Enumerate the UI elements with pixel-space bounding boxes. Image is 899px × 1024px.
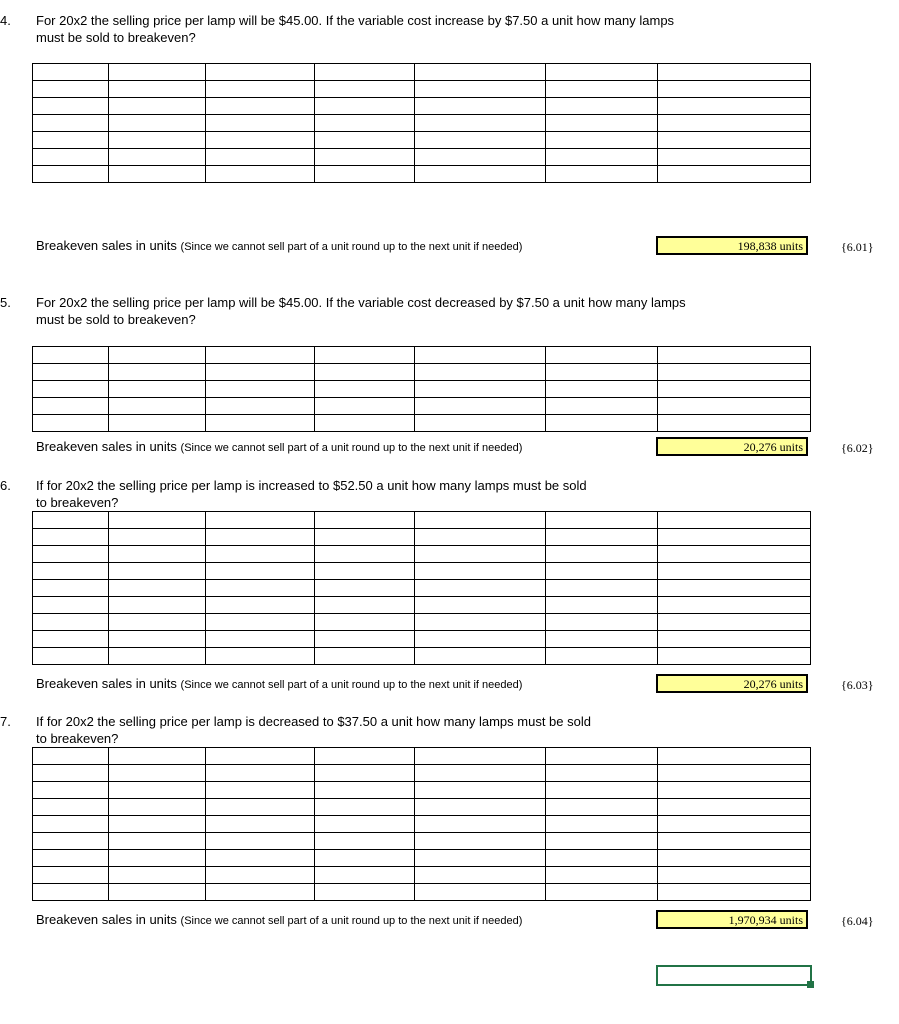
grid-cell[interactable] (109, 614, 206, 631)
breakeven-label-main: Breakeven sales in units (36, 912, 177, 927)
grid-cell[interactable] (33, 563, 109, 580)
grid-cell[interactable] (33, 765, 109, 782)
grid-cell[interactable] (658, 149, 811, 166)
question-number: 4. (0, 13, 11, 28)
grid-cell[interactable] (33, 512, 109, 529)
grid-cell[interactable] (206, 782, 315, 799)
grid-cell[interactable] (546, 580, 658, 597)
grid-cell[interactable] (206, 64, 315, 81)
grid-cell[interactable] (206, 799, 315, 816)
grid-row (33, 381, 811, 398)
grid-cell[interactable] (415, 347, 546, 364)
grid-row (33, 799, 811, 816)
grid-cell[interactable] (33, 381, 109, 398)
grid-cell[interactable] (315, 98, 415, 115)
grid-cell[interactable] (546, 563, 658, 580)
grid-cell[interactable] (109, 364, 206, 381)
grid-cell[interactable] (415, 98, 546, 115)
question-text-line: For 20x2 the selling price per lamp will be $45.00. If the variable cost increase by $7.50 a unit how many lamps (36, 13, 675, 28)
grid-cell[interactable] (315, 782, 415, 799)
grid-cell[interactable] (33, 529, 109, 546)
breakeven-label-main: Breakeven sales in units (36, 439, 177, 454)
grid-cell[interactable] (658, 364, 811, 381)
grid-cell[interactable] (546, 381, 658, 398)
grid-cell[interactable] (315, 765, 415, 782)
grid-row (33, 563, 811, 580)
question-text-line: If for 20x2 the selling price per lamp is decreased to $37.50 a unit how many lamps must be sold (36, 714, 591, 729)
grid-cell[interactable] (415, 597, 546, 614)
grid-cell[interactable] (658, 884, 811, 901)
question-text (36, 294, 686, 328)
grid-row (33, 748, 811, 765)
grid-cell[interactable] (415, 166, 546, 183)
grid-row (33, 782, 811, 799)
grid-row (33, 867, 811, 884)
grid-cell[interactable] (315, 648, 415, 665)
grid-cell[interactable] (415, 850, 546, 867)
grid-cell[interactable] (415, 563, 546, 580)
grid-cell[interactable] (415, 81, 546, 98)
grid-cell[interactable] (206, 364, 315, 381)
breakeven-label-main: Breakeven sales in units (36, 676, 177, 691)
reference-code: {6.02} (841, 441, 874, 455)
breakeven-label (36, 912, 522, 927)
grid-cell[interactable] (546, 347, 658, 364)
grid-cell[interactable] (315, 398, 415, 415)
grid-cell[interactable] (415, 748, 546, 765)
grid-cell[interactable] (315, 149, 415, 166)
grid-cell[interactable] (33, 816, 109, 833)
grid-cell[interactable] (415, 415, 546, 432)
grid-cell[interactable] (415, 115, 546, 132)
breakeven-label-note: (Since we cannot sell part of a unit round up to the next unit if needed) (180, 241, 523, 253)
grid-cell[interactable] (315, 884, 415, 901)
grid-cell[interactable] (109, 799, 206, 816)
grid-cell[interactable] (415, 884, 546, 901)
reference-code: {6.04} (841, 914, 874, 928)
grid-cell[interactable] (109, 115, 206, 132)
question-number: 6. (0, 478, 11, 493)
grid-cell[interactable] (415, 782, 546, 799)
grid-cell[interactable] (109, 765, 206, 782)
grid-cell[interactable] (658, 115, 811, 132)
grid-cell[interactable] (109, 381, 206, 398)
grid-row (33, 529, 811, 546)
grid-cell[interactable] (658, 614, 811, 631)
grid-cell[interactable] (206, 149, 315, 166)
question-number: 5. (0, 295, 11, 310)
grid-cell[interactable] (206, 580, 315, 597)
grid-cell[interactable] (415, 799, 546, 816)
grid-cell[interactable] (415, 867, 546, 884)
question-text-line: For 20x2 the selling price per lamp will be $45.00. If the variable cost decreased by $7.50 a unit how many lamps (36, 295, 686, 310)
grid-cell[interactable] (658, 166, 811, 183)
grid-cell[interactable] (546, 648, 658, 665)
grid-row (33, 512, 811, 529)
grid-cell[interactable] (33, 597, 109, 614)
breakeven-label (36, 676, 522, 691)
answer-cell[interactable]: 198,838 units (656, 236, 808, 255)
grid-cell[interactable] (658, 381, 811, 398)
breakeven-label (36, 238, 522, 253)
grid-cell[interactable] (315, 115, 415, 132)
grid-cell[interactable] (33, 884, 109, 901)
grid-cell[interactable] (315, 415, 415, 432)
grid-cell[interactable] (658, 648, 811, 665)
grid-cell[interactable] (109, 867, 206, 884)
grid-cell[interactable] (206, 98, 315, 115)
grid-cell[interactable] (315, 799, 415, 816)
reference-code: {6.03} (841, 678, 874, 692)
grid-cell[interactable] (33, 64, 109, 81)
selected-cell[interactable] (656, 965, 812, 986)
grid-cell[interactable] (206, 833, 315, 850)
grid-cell[interactable] (415, 546, 546, 563)
grid-row (33, 765, 811, 782)
grid-cell[interactable] (546, 529, 658, 546)
grid-cell[interactable] (109, 347, 206, 364)
grid-cell[interactable] (546, 748, 658, 765)
grid-cell[interactable] (658, 98, 811, 115)
grid-cell[interactable] (206, 347, 315, 364)
grid-cell[interactable] (658, 512, 811, 529)
grid-cell[interactable] (315, 833, 415, 850)
grid-cell[interactable] (415, 529, 546, 546)
grid-cell[interactable] (109, 597, 206, 614)
grid-cell[interactable] (315, 166, 415, 183)
grid-row (33, 132, 811, 149)
grid-row (33, 631, 811, 648)
grid-cell[interactable] (546, 115, 658, 132)
work-grid[interactable] (32, 511, 811, 665)
grid-cell[interactable] (33, 833, 109, 850)
grid-cell[interactable] (109, 149, 206, 166)
grid-cell[interactable] (415, 833, 546, 850)
grid-cell[interactable] (658, 799, 811, 816)
grid-cell[interactable] (315, 81, 415, 98)
grid-cell[interactable] (33, 580, 109, 597)
fill-handle[interactable] (807, 981, 814, 988)
grid-cell[interactable] (658, 64, 811, 81)
grid-cell[interactable] (206, 563, 315, 580)
grid-cell[interactable] (33, 850, 109, 867)
grid-cell[interactable] (109, 850, 206, 867)
grid-cell[interactable] (315, 631, 415, 648)
grid-cell[interactable] (315, 563, 415, 580)
grid-row (33, 115, 811, 132)
grid-cell[interactable] (206, 816, 315, 833)
grid-cell[interactable] (206, 765, 315, 782)
grid-cell[interactable] (206, 512, 315, 529)
grid-cell[interactable] (109, 81, 206, 98)
grid-cell[interactable] (546, 132, 658, 149)
grid-cell[interactable] (206, 115, 315, 132)
grid-row (33, 347, 811, 364)
answer-cell[interactable]: 1,970,934 units (656, 910, 808, 929)
grid-cell[interactable] (658, 529, 811, 546)
grid-row (33, 580, 811, 597)
grid-cell[interactable] (206, 529, 315, 546)
grid-row (33, 546, 811, 563)
grid-cell[interactable] (33, 546, 109, 563)
reference-code: {6.01} (841, 240, 874, 254)
grid-row (33, 816, 811, 833)
grid-cell[interactable] (206, 597, 315, 614)
grid-cell[interactable] (546, 166, 658, 183)
grid-cell[interactable] (315, 614, 415, 631)
grid-cell[interactable] (33, 398, 109, 415)
grid-cell[interactable] (206, 648, 315, 665)
grid-cell[interactable] (315, 546, 415, 563)
grid-cell[interactable] (109, 132, 206, 149)
grid-cell[interactable] (206, 132, 315, 149)
grid-cell[interactable] (658, 563, 811, 580)
grid-cell[interactable] (658, 867, 811, 884)
question-text-line: If for 20x2 the selling price per lamp is increased to $52.50 a unit how many lamps must be sold (36, 478, 587, 493)
question-text-line: must be sold to breakeven? (36, 312, 196, 327)
grid-cell[interactable] (206, 884, 315, 901)
grid-cell[interactable] (315, 748, 415, 765)
grid-cell[interactable] (315, 580, 415, 597)
grid-cell[interactable] (315, 867, 415, 884)
grid-cell[interactable] (109, 816, 206, 833)
grid-cell[interactable] (33, 347, 109, 364)
grid-cell[interactable] (315, 850, 415, 867)
grid-cell[interactable] (33, 81, 109, 98)
grid-cell[interactable] (658, 748, 811, 765)
grid-cell[interactable] (658, 398, 811, 415)
grid-cell[interactable] (546, 867, 658, 884)
grid-row (33, 884, 811, 901)
grid-cell[interactable] (415, 512, 546, 529)
grid-cell[interactable] (206, 867, 315, 884)
question-text-line: to breakeven? (36, 495, 119, 510)
grid-row (33, 833, 811, 850)
work-grid[interactable] (32, 346, 811, 432)
grid-cell[interactable] (415, 398, 546, 415)
grid-cell[interactable] (415, 149, 546, 166)
grid-cell[interactable] (315, 597, 415, 614)
grid-cell[interactable] (415, 631, 546, 648)
grid-cell[interactable] (109, 580, 206, 597)
grid-cell[interactable] (33, 867, 109, 884)
breakeven-label-note: (Since we cannot sell part of a unit round up to the next unit if needed) (180, 679, 523, 691)
breakeven-label-note: (Since we cannot sell part of a unit round up to the next unit if needed) (180, 915, 523, 927)
grid-cell[interactable] (546, 850, 658, 867)
grid-cell[interactable] (109, 546, 206, 563)
grid-cell[interactable] (546, 546, 658, 563)
grid-cell[interactable] (658, 765, 811, 782)
grid-cell[interactable] (415, 614, 546, 631)
grid-cell[interactable] (109, 631, 206, 648)
grid-row (33, 64, 811, 81)
work-grid[interactable] (32, 63, 811, 183)
grid-row (33, 614, 811, 631)
grid-row (33, 149, 811, 166)
grid-cell[interactable] (33, 149, 109, 166)
answer-cell[interactable]: 20,276 units (656, 437, 808, 456)
breakeven-label-main: Breakeven sales in units (36, 238, 177, 253)
grid-cell[interactable] (546, 149, 658, 166)
grid-cell[interactable] (109, 782, 206, 799)
grid-cell[interactable] (658, 833, 811, 850)
grid-cell[interactable] (109, 512, 206, 529)
grid-cell[interactable] (33, 799, 109, 816)
grid-cell[interactable] (658, 415, 811, 432)
grid-cell[interactable] (109, 64, 206, 81)
grid-cell[interactable] (546, 799, 658, 816)
grid-cell[interactable] (658, 631, 811, 648)
grid-cell[interactable] (658, 850, 811, 867)
grid-cell[interactable] (315, 132, 415, 149)
grid-cell[interactable] (109, 98, 206, 115)
grid-cell[interactable] (546, 782, 658, 799)
grid-row (33, 597, 811, 614)
grid-cell[interactable] (315, 529, 415, 546)
grid-cell[interactable] (546, 415, 658, 432)
grid-cell[interactable] (315, 816, 415, 833)
grid-row (33, 364, 811, 381)
grid-cell[interactable] (546, 765, 658, 782)
grid-row (33, 98, 811, 115)
grid-cell[interactable] (415, 816, 546, 833)
grid-cell[interactable] (109, 398, 206, 415)
question-text (36, 477, 587, 511)
grid-cell[interactable] (206, 166, 315, 183)
grid-cell[interactable] (658, 546, 811, 563)
grid-cell[interactable] (206, 81, 315, 98)
grid-cell[interactable] (315, 381, 415, 398)
grid-cell[interactable] (109, 884, 206, 901)
grid-cell[interactable] (546, 64, 658, 81)
grid-cell[interactable] (33, 782, 109, 799)
grid-cell[interactable] (33, 166, 109, 183)
grid-cell[interactable] (415, 648, 546, 665)
grid-cell[interactable] (546, 98, 658, 115)
breakeven-label (36, 439, 522, 454)
grid-cell[interactable] (658, 782, 811, 799)
grid-cell[interactable] (33, 415, 109, 432)
grid-cell[interactable] (109, 563, 206, 580)
grid-cell[interactable] (206, 748, 315, 765)
grid-cell[interactable] (546, 631, 658, 648)
grid-cell[interactable] (546, 512, 658, 529)
grid-cell[interactable] (315, 64, 415, 81)
question-number: 7. (0, 714, 11, 729)
grid-row (33, 850, 811, 867)
answer-cell[interactable]: 20,276 units (656, 674, 808, 693)
grid-row (33, 81, 811, 98)
grid-cell[interactable] (33, 648, 109, 665)
grid-cell[interactable] (415, 381, 546, 398)
grid-cell[interactable] (33, 748, 109, 765)
grid-cell[interactable] (546, 816, 658, 833)
grid-cell[interactable] (415, 580, 546, 597)
grid-cell[interactable] (546, 597, 658, 614)
question-text-line: must be sold to breakeven? (36, 30, 196, 45)
grid-cell[interactable] (415, 364, 546, 381)
grid-cell[interactable] (33, 132, 109, 149)
grid-cell[interactable] (206, 415, 315, 432)
grid-cell[interactable] (546, 833, 658, 850)
grid-cell[interactable] (33, 614, 109, 631)
grid-cell[interactable] (33, 631, 109, 648)
grid-cell[interactable] (109, 529, 206, 546)
grid-cell[interactable] (546, 398, 658, 415)
grid-cell[interactable] (415, 64, 546, 81)
question-text (36, 12, 674, 46)
grid-cell[interactable] (109, 748, 206, 765)
grid-cell[interactable] (415, 765, 546, 782)
breakeven-label-note: (Since we cannot sell part of a unit round up to the next unit if needed) (180, 442, 523, 454)
grid-cell[interactable] (658, 132, 811, 149)
question-text-line: to breakeven? (36, 731, 119, 746)
grid-cell[interactable] (109, 415, 206, 432)
grid-cell[interactable] (206, 631, 315, 648)
grid-cell[interactable] (546, 614, 658, 631)
question-text (36, 713, 591, 747)
grid-cell[interactable] (33, 98, 109, 115)
grid-cell[interactable] (206, 850, 315, 867)
grid-cell[interactable] (658, 81, 811, 98)
grid-cell[interactable] (315, 347, 415, 364)
grid-cell[interactable] (33, 115, 109, 132)
grid-cell[interactable] (546, 81, 658, 98)
grid-row (33, 166, 811, 183)
grid-cell[interactable] (206, 381, 315, 398)
grid-cell[interactable] (33, 364, 109, 381)
grid-cell[interactable] (109, 166, 206, 183)
grid-cell[interactable] (315, 364, 415, 381)
grid-cell[interactable] (658, 347, 811, 364)
grid-cell[interactable] (546, 884, 658, 901)
grid-cell[interactable] (658, 580, 811, 597)
grid-cell[interactable] (206, 546, 315, 563)
grid-cell[interactable] (658, 816, 811, 833)
grid-cell[interactable] (206, 614, 315, 631)
grid-row (33, 398, 811, 415)
grid-cell[interactable] (415, 132, 546, 149)
work-grid[interactable] (32, 747, 811, 901)
grid-cell[interactable] (206, 398, 315, 415)
grid-row (33, 648, 811, 665)
grid-row (33, 415, 811, 432)
grid-cell[interactable] (109, 833, 206, 850)
grid-cell[interactable] (109, 648, 206, 665)
grid-cell[interactable] (546, 364, 658, 381)
grid-cell[interactable] (658, 597, 811, 614)
grid-cell[interactable] (315, 512, 415, 529)
